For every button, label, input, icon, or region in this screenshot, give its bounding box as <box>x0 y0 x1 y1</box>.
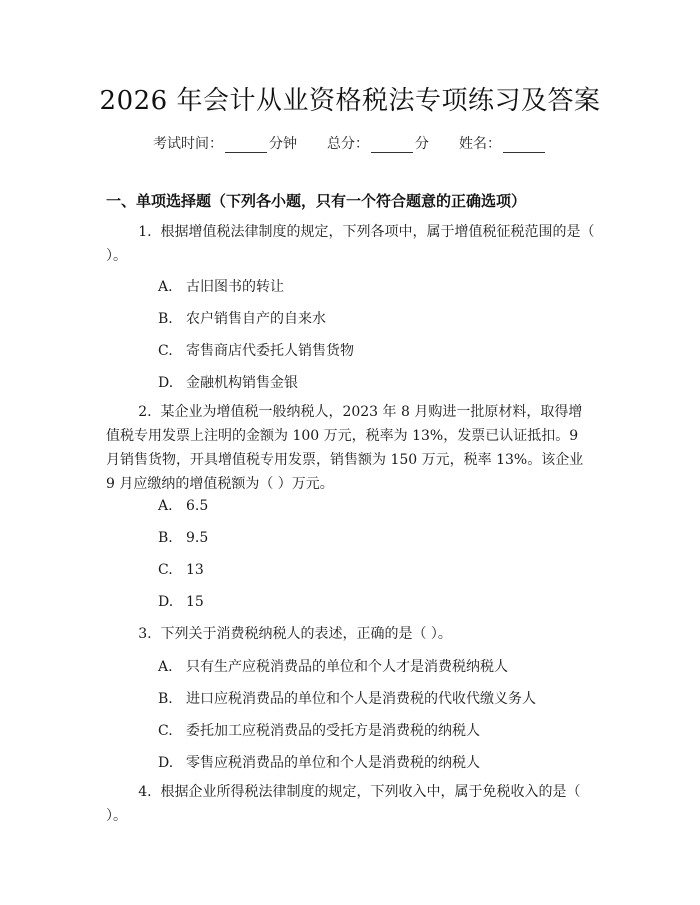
student-name <box>459 133 547 153</box>
option-1a <box>158 276 284 296</box>
score-blank <box>371 138 413 153</box>
option-3a <box>158 656 508 676</box>
time-blank <box>225 138 267 153</box>
option-text: 金融机构销售金银 <box>186 375 298 391</box>
option-1c <box>158 340 354 360</box>
exam-meta <box>0 133 700 153</box>
option-text: 寄售商店代委托人销售货物 <box>186 343 354 359</box>
option-text: 13 <box>186 562 204 578</box>
question-4 <box>106 780 596 828</box>
option-text: 进口应税消费品的单位和个人是消费税的代收代缴义务人 <box>186 691 536 707</box>
option-letter: A. <box>158 659 173 675</box>
section-title: 一、单项选择题（下列各小题，只有一个符合题意的正确选项） <box>106 192 527 210</box>
question-text: 某企业为增值税一般纳税人，2023 年 8 月购进一批原材料，取得增值税专用发票上注明的金额为 100 万元，税率为 13%，发票已认证抵扣。9 月销售货物，开具增值税专用发票，销售额为 150 万元，税率 13%。该企业 9 月应缴纳的增值税额为（ ）万元。 <box>106 404 584 492</box>
option-letter: A. <box>158 279 173 295</box>
option-letter: A. <box>158 498 173 514</box>
option-2b <box>158 530 208 546</box>
option-3c <box>158 720 480 740</box>
option-2a <box>158 498 208 514</box>
option-2c <box>158 562 204 578</box>
option-text: 15 <box>186 594 204 610</box>
score-label: 总分： <box>327 136 369 152</box>
option-letter: B. <box>158 311 173 327</box>
option-1d <box>158 372 298 392</box>
score-unit: 分 <box>415 136 429 152</box>
question-number: 1. <box>138 224 152 240</box>
option-3b <box>158 688 536 708</box>
time-unit: 分钟 <box>269 136 297 152</box>
option-letter: C. <box>158 343 173 359</box>
option-text: 6.5 <box>186 498 209 514</box>
option-letter: D. <box>158 375 174 391</box>
option-letter: C. <box>158 562 173 578</box>
option-text: 农户销售自产的自来水 <box>186 311 326 327</box>
question-text: 下列关于消费税纳税人的表述，正确的是（ ）。 <box>160 626 452 642</box>
option-letter: D. <box>158 755 174 771</box>
question-text: 根据企业所得税法律制度的规定，下列收入中，属于免税收入的是（ ）。 <box>106 784 581 824</box>
question-2 <box>106 400 596 496</box>
option-text: 古旧图书的转让 <box>186 279 284 295</box>
option-3d <box>158 752 480 772</box>
name-label: 姓名： <box>459 136 501 152</box>
option-text: 只有生产应税消费品的单位和个人才是消费税纳税人 <box>186 659 508 675</box>
option-letter: D. <box>158 594 174 610</box>
question-number: 4. <box>138 784 152 800</box>
option-1b <box>158 308 326 328</box>
question-number: 3. <box>138 626 152 642</box>
option-2d <box>158 594 204 610</box>
option-letter: C. <box>158 723 173 739</box>
total-score <box>327 133 429 153</box>
time-label: 考试时间： <box>153 136 223 152</box>
exam-time <box>153 133 297 153</box>
name-blank <box>503 138 545 153</box>
question-3 <box>106 622 596 646</box>
option-letter: B. <box>158 691 173 707</box>
question-text: 根据增值税法律制度的规定，下列各项中，属于增值税征税范围的是（ ）。 <box>106 224 595 264</box>
option-text: 零售应税消费品的单位和个人是消费税的纳税人 <box>186 755 480 771</box>
page-title: 2026 年会计从业资格税法专项练习及答案 <box>99 86 601 116</box>
question-number: 2. <box>138 404 152 420</box>
option-text: 9.5 <box>186 530 209 546</box>
option-letter: B. <box>158 530 173 546</box>
question-1 <box>106 220 596 268</box>
option-text: 委托加工应税消费品的受托方是消费税的纳税人 <box>186 723 480 739</box>
